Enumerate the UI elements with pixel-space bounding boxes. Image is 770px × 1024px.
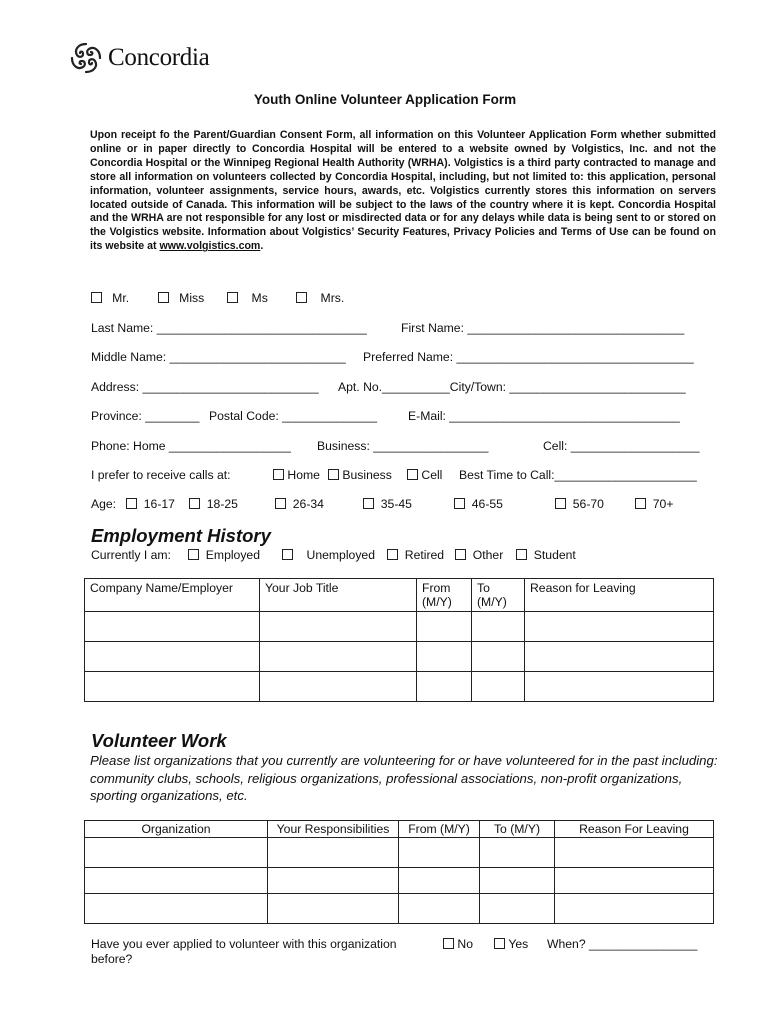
call-pref-label: Cell xyxy=(421,468,443,482)
table-cell[interactable] xyxy=(85,642,260,672)
col-job-title: Your Job Title xyxy=(260,579,417,612)
status-label: Employed xyxy=(205,548,260,562)
last-name-field[interactable]: Last Name: _______________________________ xyxy=(91,321,367,335)
col-responsibilities: Your Responsibilities xyxy=(268,821,399,838)
checkbox[interactable] xyxy=(363,498,374,509)
table-cell[interactable] xyxy=(399,868,480,894)
table-cell[interactable] xyxy=(555,894,714,924)
table-cell[interactable] xyxy=(268,868,399,894)
checkbox[interactable] xyxy=(387,549,398,560)
checkbox[interactable] xyxy=(555,498,566,509)
table-cell[interactable] xyxy=(417,642,472,672)
preferred-name-field[interactable]: Preferred Name: ___________________________________ xyxy=(363,350,694,364)
age-option-label: 16-17 xyxy=(143,497,175,511)
volunteer-note: Please list organizations that you currently are volunteering for or have volunteered for in the past including: community clubs, schools, religious organizations, professional associations, non-profit organizations, sporting organizations, etc. xyxy=(90,753,718,803)
checkbox[interactable] xyxy=(454,498,465,509)
salutation-ms[interactable] xyxy=(227,291,268,305)
age-option-label: 46-55 xyxy=(471,497,503,511)
table-cell[interactable] xyxy=(268,894,399,924)
age-18-25[interactable] xyxy=(189,497,238,511)
table-header-row xyxy=(85,821,714,838)
age-option-label: 26-34 xyxy=(292,497,324,511)
salutation-label: Mrs. xyxy=(320,291,345,305)
employment-heading: Employment History xyxy=(91,525,271,546)
table-cell[interactable] xyxy=(525,612,714,642)
col-to: To (M/Y) xyxy=(480,821,555,838)
apt-city-field[interactable]: Apt. No.__________City/Town: __________________________ xyxy=(338,380,686,394)
best-time-field[interactable]: Best Time to Call:_____________________ xyxy=(459,468,697,482)
col-reason: Reason for Leaving xyxy=(525,579,714,612)
age-46-55[interactable] xyxy=(454,497,503,511)
col-from: From (M/Y) xyxy=(399,821,480,838)
first-name-field[interactable]: First Name: ________________________________ xyxy=(401,321,685,335)
province-field[interactable]: Province: ________ xyxy=(91,409,200,423)
checkbox[interactable] xyxy=(91,292,102,303)
age-label: Age: xyxy=(91,497,117,511)
table-cell[interactable] xyxy=(260,612,417,642)
concordia-logo-icon xyxy=(68,40,104,76)
volunteer-heading: Volunteer Work xyxy=(91,730,227,751)
table-cell[interactable] xyxy=(525,642,714,672)
table-cell[interactable] xyxy=(85,672,260,702)
concordia-logo xyxy=(68,40,209,76)
table-cell[interactable] xyxy=(85,868,268,894)
status-retired[interactable] xyxy=(387,548,444,562)
age-70-plus[interactable] xyxy=(635,497,673,511)
checkbox[interactable] xyxy=(328,469,339,480)
salutation-label: Ms xyxy=(251,291,268,305)
intro-paragraph xyxy=(90,129,716,254)
table-cell[interactable] xyxy=(417,612,472,642)
business-phone-field[interactable]: Business: _________________ xyxy=(317,439,489,453)
checkbox[interactable] xyxy=(455,549,466,560)
age-option-label: 70+ xyxy=(652,497,674,511)
age-35-45[interactable] xyxy=(363,497,412,511)
volunteer-table xyxy=(84,820,714,924)
table-row[interactable] xyxy=(85,672,714,702)
call-pref-label: Home xyxy=(287,468,320,482)
age-option-label: 18-25 xyxy=(206,497,238,511)
call-pref-business[interactable] xyxy=(328,468,392,482)
no-label: No xyxy=(457,937,473,951)
table-cell[interactable] xyxy=(472,642,525,672)
currently-label: Currently I am: xyxy=(91,548,171,562)
status-label: Student xyxy=(533,548,576,562)
table-row[interactable] xyxy=(85,868,714,894)
applied-yes[interactable] xyxy=(494,937,528,951)
email-field[interactable]: E-Mail: __________________________________ xyxy=(408,409,680,423)
checkbox[interactable] xyxy=(443,938,454,949)
age-26-34[interactable] xyxy=(275,497,324,511)
table-row[interactable] xyxy=(85,838,714,868)
table-cell[interactable] xyxy=(525,672,714,702)
cell-phone-field[interactable]: Cell: ___________________ xyxy=(543,439,700,453)
call-pref-label: Business xyxy=(342,468,392,482)
status-employed[interactable] xyxy=(188,548,260,562)
status-other[interactable] xyxy=(455,548,503,562)
table-cell[interactable] xyxy=(399,894,480,924)
table-cell[interactable] xyxy=(268,838,399,868)
table-cell[interactable] xyxy=(85,612,260,642)
table-header-row xyxy=(85,579,714,612)
status-label: Retired xyxy=(404,548,445,562)
table-cell[interactable] xyxy=(85,894,268,924)
table-row[interactable] xyxy=(85,894,714,924)
checkbox[interactable] xyxy=(126,498,137,509)
call-pref-cell[interactable] xyxy=(407,468,442,482)
employment-table xyxy=(84,578,714,702)
salutation-mrs[interactable] xyxy=(296,291,344,305)
table-cell[interactable] xyxy=(555,868,714,894)
age-option-label: 56-70 xyxy=(572,497,604,511)
postal-code-field[interactable]: Postal Code: ______________ xyxy=(209,409,378,423)
col-organization: Organization xyxy=(85,821,268,838)
col-from: From (M/Y) xyxy=(417,579,472,612)
status-label: Unemployed xyxy=(306,548,375,562)
table-cell[interactable] xyxy=(480,838,555,868)
col-reason: Reason For Leaving xyxy=(555,821,714,838)
checkbox[interactable] xyxy=(407,469,418,480)
when-field[interactable]: When? ________________ xyxy=(547,937,698,951)
table-cell[interactable] xyxy=(480,894,555,924)
address-field[interactable]: Address: __________________________ xyxy=(91,380,319,394)
table-cell[interactable] xyxy=(480,868,555,894)
yes-label: Yes xyxy=(508,937,529,951)
table-row[interactable] xyxy=(85,612,714,642)
prefer-calls-label: I prefer to receive calls at: xyxy=(91,468,231,482)
checkbox[interactable] xyxy=(275,498,286,509)
call-pref-home[interactable] xyxy=(273,468,320,482)
age-option-label: 35-45 xyxy=(380,497,412,511)
checkbox[interactable] xyxy=(494,938,505,949)
age-56-70[interactable] xyxy=(555,497,604,511)
table-row[interactable] xyxy=(85,642,714,672)
form-title: Youth Online Volunteer Application Form xyxy=(253,92,517,107)
table-cell[interactable] xyxy=(555,838,714,868)
applied-no[interactable] xyxy=(443,937,473,951)
table-cell[interactable] xyxy=(399,838,480,868)
checkbox[interactable] xyxy=(158,292,169,303)
checkbox[interactable] xyxy=(273,469,284,480)
table-cell[interactable] xyxy=(85,838,268,868)
col-to: To (M/Y) xyxy=(472,579,525,612)
table-cell[interactable] xyxy=(472,672,525,702)
table-cell[interactable] xyxy=(472,612,525,642)
col-company: Company Name/Employer xyxy=(85,579,260,612)
applied-before-question: Have you ever applied to volunteer with this organization before? xyxy=(91,937,397,966)
salutation-label: Miss xyxy=(179,291,205,305)
table-cell[interactable] xyxy=(417,672,472,702)
table-cell[interactable] xyxy=(260,642,417,672)
status-student[interactable] xyxy=(516,548,576,562)
middle-name-field[interactable]: Middle Name: __________________________ xyxy=(91,350,346,364)
checkbox[interactable] xyxy=(296,292,307,303)
checkbox[interactable] xyxy=(227,292,238,303)
intro-text: Upon receipt fo the Parent/Guardian Consent Form, all information on this Volunteer Application Form whether submitted online or in paper directly to Concordia Hospital will be entered to a website owned by Volgistics, Inc. and not the Concordia Hospital or the Winnipeg Regional Health Authority (WRHA). Volgistics is a third party contracted to manage and store all information on volunteers collected by Concordia Hospital, including, but not limited to: this application, personal information, volunteer assignments, service hours, awards, etc. Volgistics currently stores this information on servers located outside of Canada. This information will be subject to the laws of the country where it is kept. Concordia Hospital and the WRHA are not responsible for any lost or misdirected data or for any delays while data is being sent to or stored on the Volgistics website. Information about Volgistics’ Security Features, Privacy Policies and Terms of Use can be found on its website at xyxy=(90,129,716,253)
checkbox[interactable] xyxy=(189,498,200,509)
status-label: Other xyxy=(472,548,504,562)
table-cell[interactable] xyxy=(260,672,417,702)
intro-end: . xyxy=(260,240,264,253)
checkbox[interactable] xyxy=(635,498,646,509)
salutation-mr[interactable] xyxy=(91,291,129,305)
logo-text: Concordia xyxy=(108,44,210,71)
checkbox[interactable] xyxy=(516,549,527,560)
phone-home-field[interactable]: Phone: Home __________________ xyxy=(91,439,291,453)
salutation-label: Mr. xyxy=(112,291,130,305)
checkbox[interactable] xyxy=(282,549,293,560)
checkbox[interactable] xyxy=(188,549,199,560)
salutation-miss[interactable] xyxy=(158,291,204,305)
age-16-17[interactable] xyxy=(126,497,175,511)
status-unemployed[interactable] xyxy=(282,548,375,562)
volgistics-link[interactable]: www.volgistics.com xyxy=(159,240,261,253)
